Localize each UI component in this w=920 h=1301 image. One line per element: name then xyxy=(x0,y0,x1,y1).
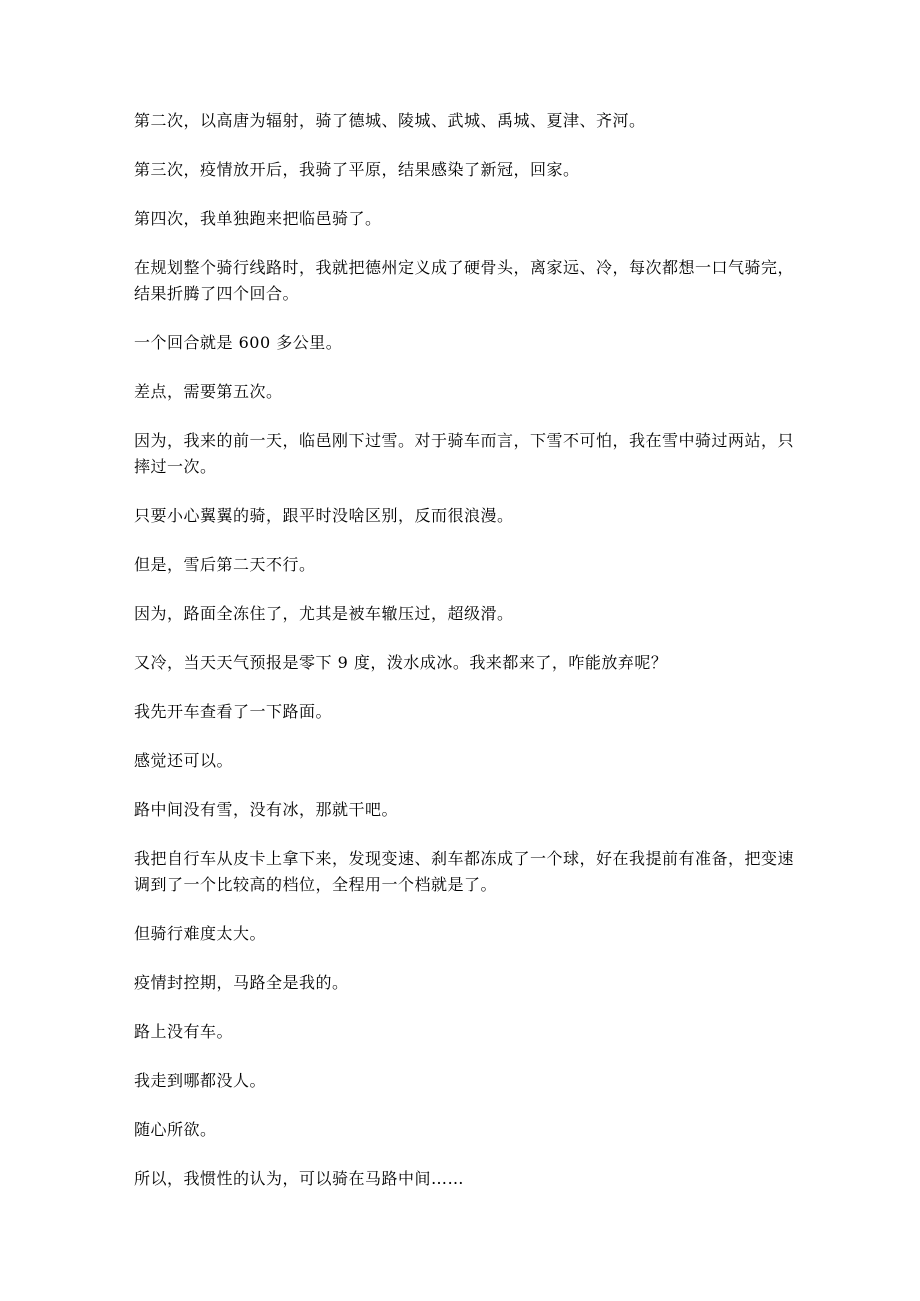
paragraph: 第二次，以高唐为辐射，骑了德城、陵城、武城、禹城、夏津、齐河。 xyxy=(134,111,646,130)
paragraph: 疫情封控期，马路全是我的。 xyxy=(134,973,349,992)
document-body xyxy=(134,108,794,1215)
paragraph: 我先开车查看了一下路面。 xyxy=(134,702,333,721)
paragraph: 随心所欲。 xyxy=(134,1120,217,1139)
paragraph: 第四次，我单独跑来把临邑骑了。 xyxy=(134,209,382,228)
paragraph: 但是，雪后第二天不行。 xyxy=(134,555,316,574)
paragraph: 我把自行车从皮卡上拿下来，发现变速、刹车都冻成了一个球，好在我提前有准备，把变速调到了一个比较高的档位，全程用一个档就是了。 xyxy=(134,849,795,894)
paragraph: 第三次，疫情放开后，我骑了平原，结果感染了新冠，回家。 xyxy=(134,160,580,179)
paragraph: 只要小心翼翼的骑，跟平时没啥区别，反而很浪漫。 xyxy=(134,506,514,525)
paragraph: 路上没有车。 xyxy=(134,1022,234,1041)
paragraph: 感觉还可以。 xyxy=(134,751,234,770)
paragraph: 我走到哪都没人。 xyxy=(134,1071,267,1090)
paragraph: 因为，我来的前一天，临邑刚下过雪。对于骑车而言，下雪不可怕，我在雪中骑过两站，只摔过一次。 xyxy=(134,431,795,476)
paragraph: 差点，需要第五次。 xyxy=(134,382,283,401)
paragraph: 又冷，当天天气预报是零下 9 度，泼水成冰。我来都来了，咋能放弃呢？ xyxy=(134,653,668,672)
paragraph: 但骑行难度太大。 xyxy=(134,924,267,943)
paragraph: 因为，路面全冻住了，尤其是被车辙压过，超级滑。 xyxy=(134,604,514,623)
paragraph: 一个回合就是 600 多公里。 xyxy=(134,333,343,352)
paragraph: 路中间没有雪，没有冰，那就干吧。 xyxy=(134,800,399,819)
paragraph: 所以，我惯性的认为，可以骑在马路中间…… xyxy=(134,1169,465,1188)
paragraph: 在规划整个骑行线路时，我就把德州定义成了硬骨头，离家远、冷，每次都想一口气骑完，结果折腾了四个回合。 xyxy=(134,258,795,303)
